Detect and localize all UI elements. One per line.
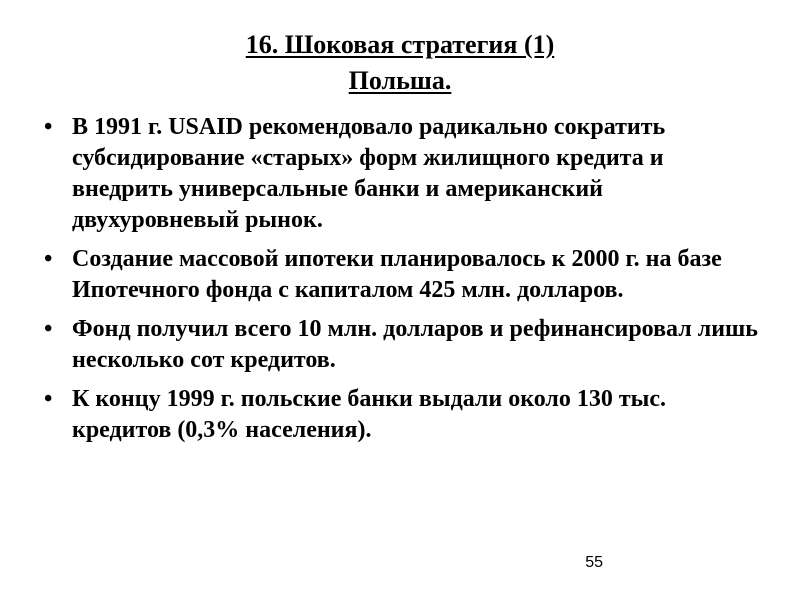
bullet-icon: • <box>44 114 53 140</box>
bullet-icon: • <box>44 386 53 412</box>
bullet-icon: • <box>44 246 53 272</box>
bullet-item-2 <box>44 244 764 306</box>
slide-title-line-2: Польша. <box>348 66 452 95</box>
slide-title <box>0 27 800 99</box>
bullet-text-4: К концу 1999 г. польские банки выдали около 130 тыс. кредитов (0,3% населения). <box>72 386 667 443</box>
slide-title-line-1: 16. Шоковая стратегия (1) <box>245 30 555 59</box>
page-number: 55 <box>585 554 603 571</box>
bullet-text-1: В 1991 г. USAID рекомендовало радикально сократить субсидирование «старых» форм жилищного кредита и внедрить универсальные банки и американский двухуровневый рынок. <box>72 114 666 233</box>
bullet-list <box>44 112 764 454</box>
bullet-text-2: Создание массовой ипотеки планировалось к 2000 г. на базе Ипотечного фонда с капиталом 425 млн. долларов. <box>72 246 722 303</box>
bullet-item-3 <box>44 314 764 376</box>
bullet-icon: • <box>44 316 53 342</box>
bullet-text-3: Фонд получил всего 10 млн. долларов и рефинансировал лишь несколько сот кредитов. <box>72 316 758 373</box>
bullet-item-1 <box>44 112 764 236</box>
bullet-item-4 <box>44 384 764 446</box>
